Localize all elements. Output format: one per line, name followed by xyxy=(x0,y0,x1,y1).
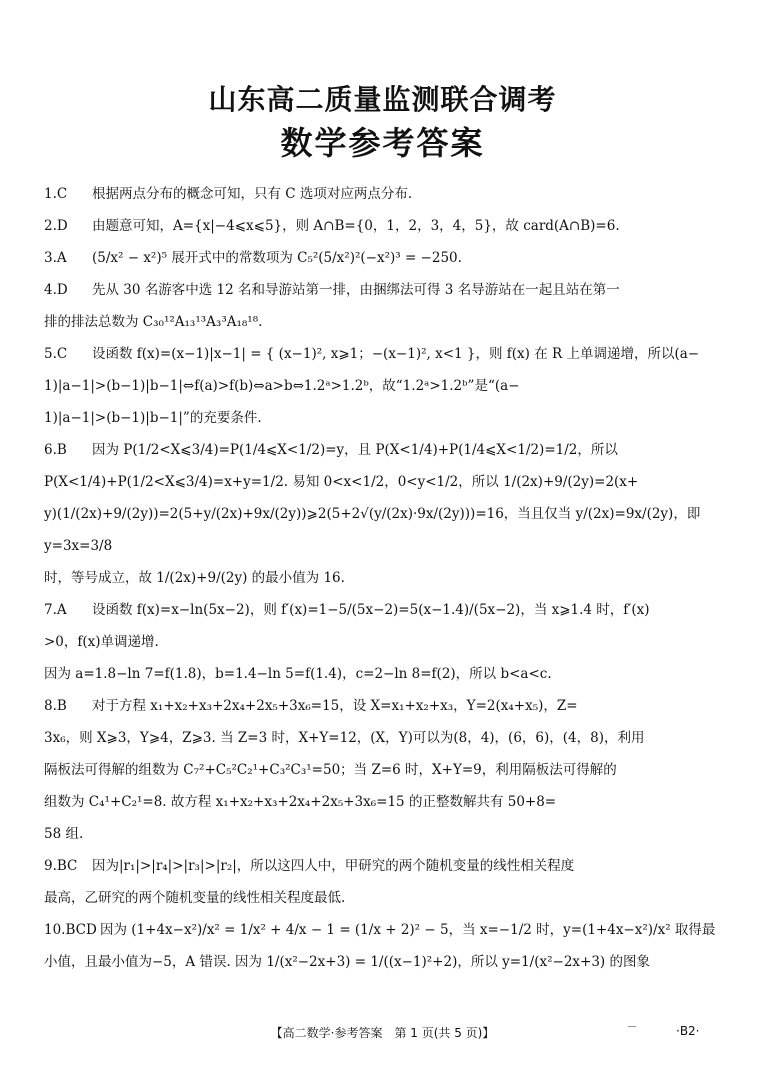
answer-number: 7.A xyxy=(44,602,67,618)
answer-item xyxy=(44,274,719,338)
answer-text: (5/x² − x²)⁵ 展开式中的常数项为 C₅²(5/x²)²(−x²)³ = −250. xyxy=(92,250,462,266)
answer-text-cont: 时，等号成立，故 1/(2x)+9/(2y) 的最小值为 16. xyxy=(44,570,345,586)
answer-number: 6.B xyxy=(44,442,67,458)
answer-item xyxy=(44,690,719,850)
answer-text-cont: y)(1/(2x)+9/(2y))=2(5+y/(2x)+9x/(2y))⩾2(5+2√(y/(2x)·9x/(2y)))=16，当且仅当 y/(2x)=9x/(2y)，即 y=3x=3/8 xyxy=(44,506,701,554)
answer-text-cont: 组数为 C₄¹+C₂¹=8. 故方程 x₁+x₂+x₃+2x₄+2x₅+3x₆=15 的正整数解共有 50+8= xyxy=(44,794,557,810)
answer-text-cont: 排的排法总数为 C₃₀¹²A₁₃¹³A₃³A₁₈¹⁸. xyxy=(44,314,263,330)
answer-text: 因为 (1+4x−x²)/x² = 1/x² + 4/x − 1 = (1/x + 2)² − 5，当 x=−1/2 时，y=(1+4x−x²)/x² 取得最 xyxy=(100,922,716,938)
answer-item xyxy=(44,594,719,690)
answer-text: 设函数 f(x)=x−ln(5x−2)，则 f′(x)=1−5/(5x−2)=5(x−1.4)/(5x−2)，当 x⩾1.4 时，f′(x) xyxy=(92,602,650,618)
answer-number: 8.B xyxy=(44,698,67,714)
footer-divider xyxy=(628,1026,636,1027)
answer-item xyxy=(44,178,719,210)
answer-text-cont: 最高，乙研究的两个随机变量的线性相关程度最低. xyxy=(44,890,346,906)
answer-item xyxy=(44,338,719,434)
answer-number: 10.BCD xyxy=(44,922,97,938)
answer-text-cont: >0，f(x)单调递增. xyxy=(44,634,159,650)
answer-text-cont: 因为 a=1.8−ln 7=f(1.8)，b=1.4−ln 5=f(1.4)，c=2−ln 8=f(2)，所以 b<a<c. xyxy=(44,666,552,682)
answer-text-cont: 隔板法可得解的组数为 C₇²+C₅²C₂¹+C₃²C₃¹=50；当 Z=6 时，X+Y=9，利用隔板法可得解的 xyxy=(44,762,617,778)
answer-item xyxy=(44,210,719,242)
answer-text-cont: 小值，且最小值为−5，A 错误. 因为 1/(x²−2x+3) = 1/((x−1)²+2)，所以 y=1/(x²−2x+3) 的图象 xyxy=(44,954,650,970)
answer-list xyxy=(44,178,719,978)
answer-text: 设函数 f(x)=(x−1)|x−1| = { (x−1)², x⩾1；−(x−1)², x<1 }，则 f(x) 在 R 上单调递增，所以(a− xyxy=(92,346,700,362)
footer-code: ·B2· xyxy=(676,1024,700,1038)
answer-text: 对于方程 x₁+x₂+x₃+2x₄+2x₅+3x₆=15，设 X=x₁+x₂+x₃，Y=2(x₄+x₅)，Z= xyxy=(92,698,578,714)
answer-text: 由题意可知，A={x|−4⩽x⩽5}，则 A∩B={0，1，2，3，4，5}，故 card(A∩B)=6. xyxy=(92,218,620,234)
answer-number: 2.D xyxy=(44,218,68,234)
answer-number: 1.C xyxy=(44,186,68,202)
answer-number: 4.D xyxy=(44,282,68,298)
answer-number: 3.A xyxy=(44,250,67,266)
answer-text-cont: 1)|a−1|>(b−1)|b−1|”的充要条件. xyxy=(44,410,262,426)
answer-item xyxy=(44,850,719,914)
answer-number: 9.BC xyxy=(44,858,78,874)
answer-item xyxy=(44,434,719,594)
answer-number: 5.C xyxy=(44,346,68,362)
answer-text: 因为 P(1/2<X⩽3/4)=P(1/4⩽X<1/2)=y，且 P(X<1/4)+P(1/4⩽X<1/2)=1/2，所以 xyxy=(92,442,618,458)
answer-text: 先从 30 名游客中选 12 名和导游站第一排，由捆绑法可得 3 名导游站在一起且站在第一 xyxy=(92,282,620,298)
answer-text-cont: 3x₆，则 X⩾3，Y⩾4，Z⩾3. 当 Z=3 时，X+Y=12，(X，Y)可以为(8，4)，(6，6)，(4，8)，利用 xyxy=(44,730,645,746)
answer-text-cont: P(X<1/4)+P(1/2<X⩽3/4)=x+y=1/2. 易知 0<x<1/2，0<y<1/2，所以 1/(2x)+9/(2y)=2(x+ xyxy=(44,474,639,490)
document-title: 山东高二质量监测联合调考 xyxy=(208,83,557,116)
answer-text-cont: 58 组. xyxy=(44,826,84,842)
answer-item xyxy=(44,242,719,274)
answer-item xyxy=(44,914,719,978)
answer-text-cont: 1)|a−1|>(b−1)|b−1|⇔f(a)>f(b)⇔a>b⇔1.2ᵃ>1.2ᵇ，故“1.2ᵃ>1.2ᵇ”是“(a− xyxy=(44,378,520,394)
answer-text: 因为|r₁|>|r₄|>|r₃|>|r₂|，所以这四人中，甲研究的两个随机变量的线性相关程度 xyxy=(92,858,575,874)
document-subtitle: 数学参考答案 xyxy=(280,124,485,162)
answer-text: 根据两点分布的概念可知，只有 C 选项对应两点分布. xyxy=(92,186,413,202)
footer-page-info: 【高二数学·参考答案 第 1 页(共 5 页)】 xyxy=(270,1026,495,1040)
